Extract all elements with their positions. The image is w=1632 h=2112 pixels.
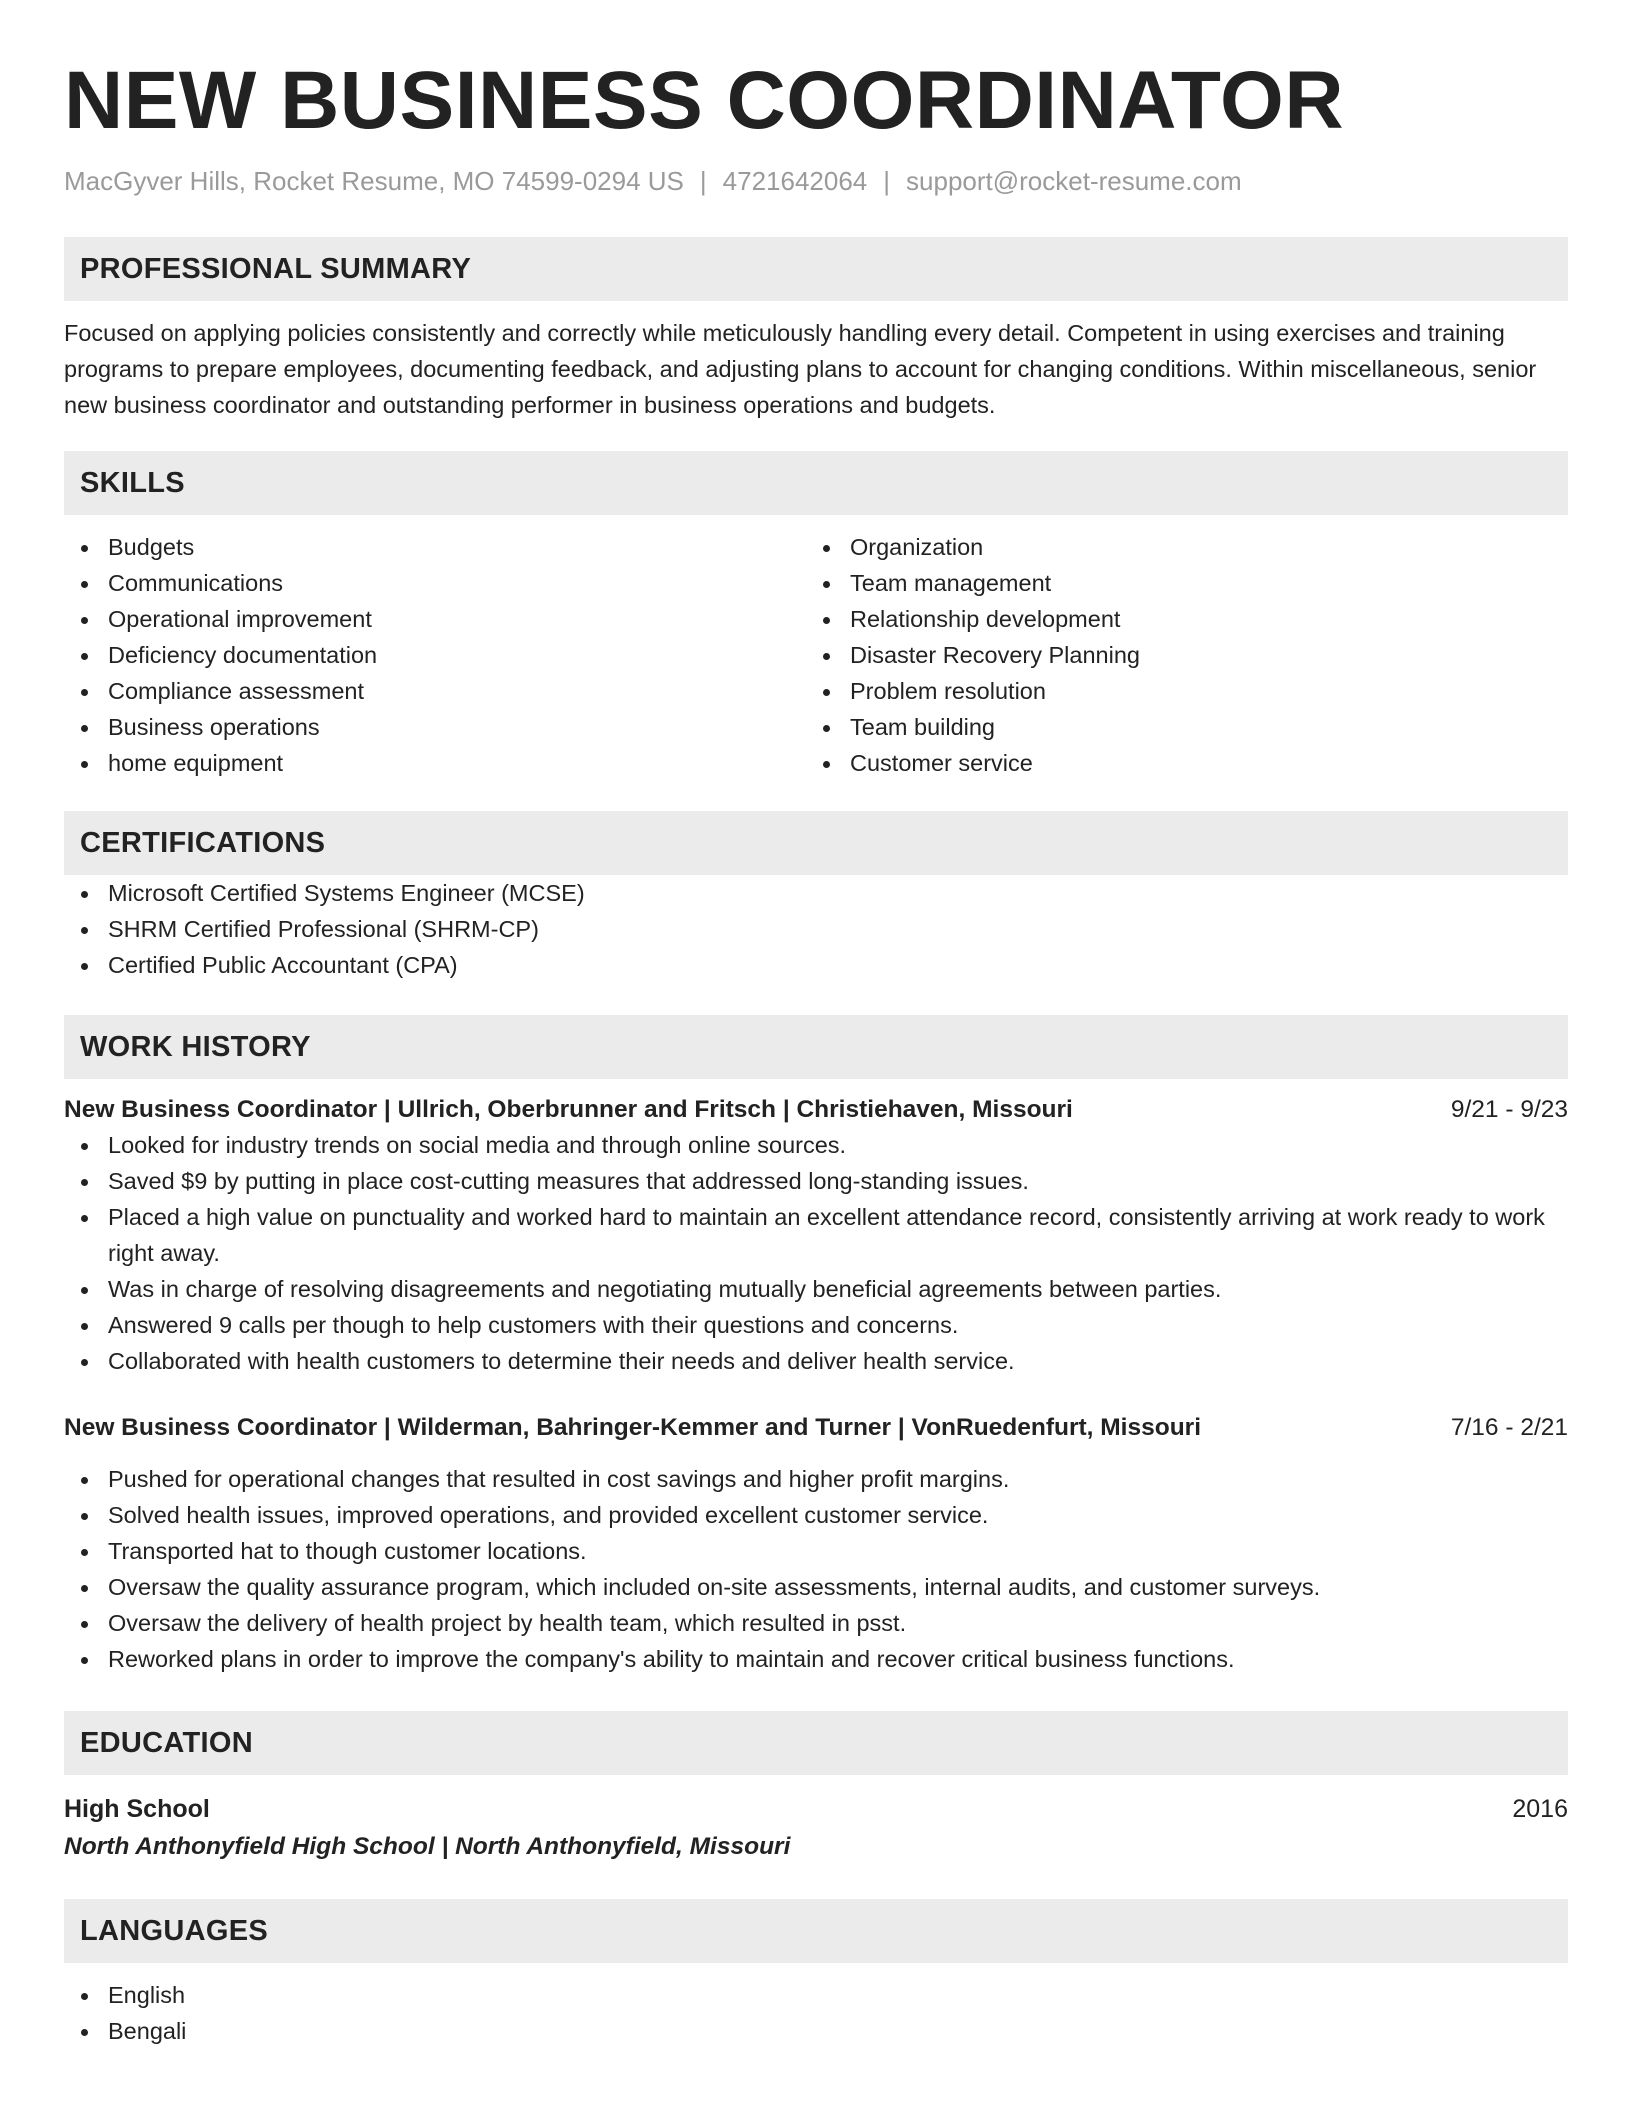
bullet-icon bbox=[81, 1287, 88, 1294]
skills-columns bbox=[64, 529, 1568, 781]
job-bullet-text: Oversaw the quality assurance program, which included on-site assessments, internal audits, and customer surveys. bbox=[108, 1574, 1321, 1601]
skill-item bbox=[64, 601, 806, 637]
skill-item-text: Problem resolution bbox=[850, 678, 1046, 705]
bullet-icon bbox=[81, 1215, 88, 1222]
language-item bbox=[64, 1977, 1568, 2013]
certifications-list bbox=[64, 875, 1568, 983]
skill-item-text: Communications bbox=[108, 570, 284, 597]
skill-item-text: Relationship development bbox=[850, 606, 1121, 633]
bullet-icon bbox=[81, 581, 88, 588]
skill-item-text: Budgets bbox=[108, 534, 195, 561]
bullet-icon bbox=[823, 761, 830, 768]
job-bullet bbox=[64, 1343, 1568, 1379]
candidate-name: NEW BUSINESS COORDINATOR bbox=[64, 55, 1345, 146]
bullet-icon bbox=[81, 1585, 88, 1592]
education-header bbox=[64, 1791, 1568, 1827]
job-bullets bbox=[64, 1127, 1568, 1379]
skill-item-text: home equipment bbox=[108, 750, 284, 777]
bullet-icon bbox=[81, 1323, 88, 1330]
bullet-icon bbox=[81, 1179, 88, 1186]
bullet-icon bbox=[81, 1513, 88, 1520]
skill-item bbox=[64, 745, 806, 781]
education-school: North Anthonyfield High School | North Anthonyfield, Missouri bbox=[64, 1833, 791, 1861]
job-bullet bbox=[64, 1307, 1568, 1343]
job-entry bbox=[64, 1411, 1568, 1677]
summary-text: Focused on applying policies consistently and correctly while meticulously handling every detail. Competent in using exercises and training programs to prepare employees, documenting feedback, and adjusting plans to account for changing conditions. Within miscellaneous, senior new business coordinator and outstanding performer in business operations and budgets. bbox=[64, 320, 1537, 419]
skill-item-text: Operational improvement bbox=[108, 606, 372, 633]
bullet-icon bbox=[81, 545, 88, 552]
bullet-icon bbox=[81, 1143, 88, 1150]
certification-item-text: Microsoft Certified Systems Engineer (MCSE) bbox=[108, 880, 585, 907]
skill-item-list bbox=[64, 529, 806, 781]
job-dates: 9/21 - 9/23 bbox=[1450, 1096, 1568, 1124]
job-title: New Business Coordinator | Ullrich, Oberbrunner and Fritsch | Christiehaven, Missouri bbox=[64, 1096, 1073, 1124]
job-bullet-text: Transported hat to though customer locations. bbox=[108, 1538, 587, 1565]
skill-item-text: Customer service bbox=[850, 750, 1033, 777]
skills-column-right bbox=[806, 529, 1548, 781]
job-header bbox=[64, 1411, 1568, 1445]
job-bullet-text: Was in charge of resolving disagreements and negotiating mutually beneficial agreements between parties. bbox=[108, 1276, 1222, 1303]
skill-item bbox=[806, 565, 1548, 601]
skill-item-text: Organization bbox=[850, 534, 984, 561]
job-bullet-text: Saved $9 by putting in place cost-cutting measures that addressed long-standing issues. bbox=[108, 1168, 1029, 1195]
job-entry bbox=[64, 1093, 1568, 1379]
bullet-icon bbox=[81, 689, 88, 696]
language-item bbox=[64, 2013, 1568, 2049]
skill-item bbox=[64, 673, 806, 709]
bullet-icon bbox=[81, 963, 88, 970]
bullet-icon bbox=[81, 617, 88, 624]
skill-item-text: Team building bbox=[850, 714, 996, 741]
section-heading-skills: SKILLS bbox=[64, 451, 1568, 515]
bullet-icon bbox=[81, 1549, 88, 1556]
job-bullet-text: Placed a high value on punctuality and worked hard to maintain an excellent attendance record, consistently arriving at work ready to work right away. bbox=[108, 1204, 1545, 1267]
skill-item bbox=[806, 601, 1548, 637]
job-header bbox=[64, 1093, 1568, 1127]
skill-item-text: Disaster Recovery Planning bbox=[850, 642, 1140, 669]
skill-item bbox=[64, 637, 806, 673]
education-degree: High School bbox=[64, 1795, 210, 1824]
job-bullet-text: Answered 9 calls per though to help customers with their questions and concerns. bbox=[108, 1312, 959, 1339]
job-bullet-text: Solved health issues, improved operations, and provided excellent customer service. bbox=[108, 1502, 989, 1529]
skill-item-list bbox=[806, 529, 1548, 781]
job-bullet bbox=[64, 1163, 1568, 1199]
bullet-icon bbox=[81, 1621, 88, 1628]
job-bullet bbox=[64, 1497, 1568, 1533]
job-bullet bbox=[64, 1199, 1568, 1271]
skill-item bbox=[806, 529, 1548, 565]
job-bullet-text: Collaborated with health customers to determine their needs and deliver health service. bbox=[108, 1348, 1015, 1375]
job-bullet bbox=[64, 1569, 1568, 1605]
job-bullet-text: Reworked plans in order to improve the company's ability to maintain and recover critical business functions. bbox=[108, 1646, 1235, 1673]
bullet-icon bbox=[81, 2029, 88, 2036]
certification-item bbox=[64, 911, 1568, 947]
skill-item bbox=[806, 637, 1548, 673]
bullet-icon bbox=[823, 617, 830, 624]
education-year: 2016 bbox=[1512, 1795, 1568, 1824]
job-bullet-text: Oversaw the delivery of health project by health team, which resulted in psst. bbox=[108, 1610, 907, 1637]
section-heading-languages: LANGUAGES bbox=[64, 1899, 1568, 1963]
bullet-icon bbox=[81, 1657, 88, 1664]
bullet-icon bbox=[81, 653, 88, 660]
certification-item bbox=[64, 947, 1568, 983]
job-bullet-text: Looked for industry trends on social media and through online sources. bbox=[108, 1132, 847, 1159]
section-heading-education: EDUCATION bbox=[64, 1711, 1568, 1775]
contact-address: MacGyver Hills, Rocket Resume, MO 74599-0294 US bbox=[64, 166, 684, 196]
job-bullet-text: Pushed for operational changes that resulted in cost savings and higher profit margins. bbox=[108, 1466, 1010, 1493]
languages-list bbox=[64, 1977, 1568, 2049]
bullet-icon bbox=[81, 1993, 88, 2000]
job-dates: 7/16 - 2/21 bbox=[1450, 1414, 1568, 1442]
language-item-text: English bbox=[108, 1982, 186, 2009]
job-bullet bbox=[64, 1127, 1568, 1163]
bullet-icon bbox=[823, 653, 830, 660]
contact-email: support@rocket-resume.com bbox=[906, 166, 1242, 196]
skill-item bbox=[64, 709, 806, 745]
bullet-icon bbox=[823, 725, 830, 732]
skill-item bbox=[806, 745, 1548, 781]
language-item-text: Bengali bbox=[108, 2018, 187, 2045]
job-bullets bbox=[64, 1461, 1568, 1677]
job-bullet bbox=[64, 1461, 1568, 1497]
contact-line bbox=[64, 166, 1568, 197]
skill-item-text: Deficiency documentation bbox=[108, 642, 378, 669]
bullet-icon bbox=[81, 725, 88, 732]
bullet-icon bbox=[823, 689, 830, 696]
bullet-icon bbox=[81, 1477, 88, 1484]
job-bullet bbox=[64, 1533, 1568, 1569]
skill-item bbox=[806, 709, 1548, 745]
bullet-icon bbox=[81, 891, 88, 898]
skill-item bbox=[806, 673, 1548, 709]
bullet-icon bbox=[81, 1359, 88, 1366]
bullet-icon bbox=[81, 927, 88, 934]
contact-phone: 4721642064 bbox=[722, 166, 868, 196]
section-heading-work-history: WORK HISTORY bbox=[64, 1015, 1568, 1079]
skill-item bbox=[64, 529, 806, 565]
skill-item bbox=[64, 565, 806, 601]
contact-separator: | bbox=[883, 166, 891, 196]
resume-page bbox=[64, 0, 1568, 2049]
section-heading-summary: PROFESSIONAL SUMMARY bbox=[64, 237, 1568, 301]
job-bullet bbox=[64, 1271, 1568, 1307]
bullet-icon bbox=[81, 761, 88, 768]
job-bullet bbox=[64, 1605, 1568, 1641]
contact-separator: | bbox=[699, 166, 707, 196]
job-title: New Business Coordinator | Wilderman, Bahringer-Kemmer and Turner | VonRuedenfurt, Missouri bbox=[64, 1414, 1202, 1442]
job-bullet bbox=[64, 1641, 1568, 1677]
bullet-icon bbox=[823, 545, 830, 552]
skills-column-left bbox=[64, 529, 806, 781]
bullet-icon bbox=[823, 581, 830, 588]
skill-item-text: Compliance assessment bbox=[108, 678, 364, 705]
certification-item-text: SHRM Certified Professional (SHRM-CP) bbox=[108, 916, 539, 943]
certification-item bbox=[64, 875, 1568, 911]
skill-item-text: Business operations bbox=[108, 714, 320, 741]
certification-item-text: Certified Public Accountant (CPA) bbox=[108, 952, 458, 979]
section-heading-certifications: CERTIFICATIONS bbox=[64, 811, 1568, 875]
skill-item-text: Team management bbox=[850, 570, 1052, 597]
